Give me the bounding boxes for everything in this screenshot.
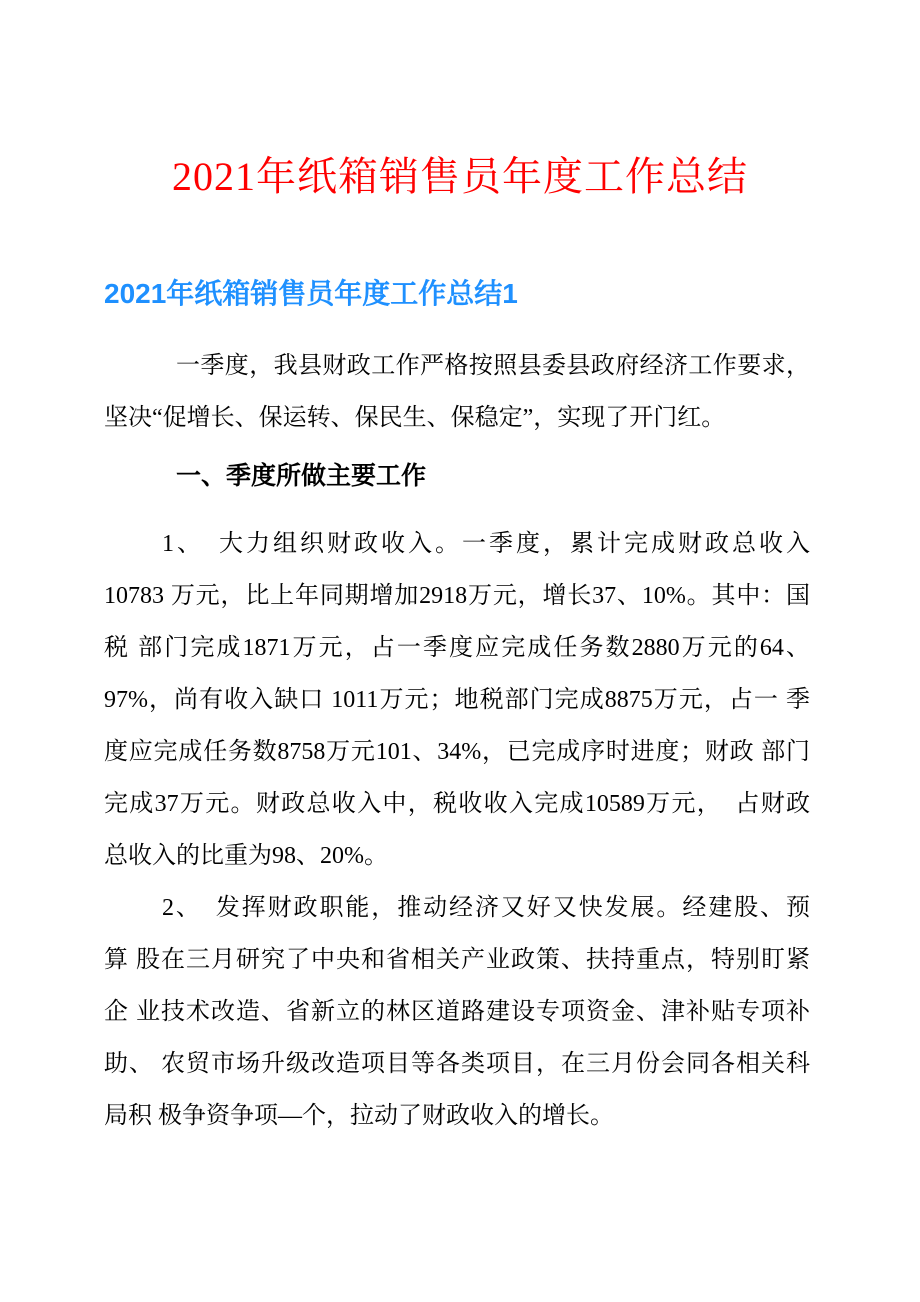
document-body bbox=[0, 340, 920, 1142]
text-line: 一季度，我县财政工作严格按照县委县政府经济工作要求， bbox=[176, 353, 810, 379]
section-heading: 一、季度所做主要工作 bbox=[176, 462, 427, 490]
text-line: 1、 大力组织财政收入。一季度，累计完成财政总收入 bbox=[162, 531, 810, 557]
text-line: 助、 农贸市场升级改造项目等各类项目，在三月份会同各相关科 bbox=[104, 1051, 810, 1077]
text-line: 度应完成任务数8758万元101、34%，已完成序时进度；财政 部门 bbox=[104, 739, 810, 765]
text-line: 总收入的比重为98、20%。 bbox=[104, 843, 388, 869]
text-line: 税 部门完成1871万元，占一季度应完成任务数2880万元的64、 bbox=[104, 635, 810, 661]
document-title: 2021年纸箱销售员年度工作总结 bbox=[172, 154, 748, 199]
text-line: 完成37万元。财政总收入中，税收收入完成10589万元， 占财政 bbox=[104, 791, 810, 817]
text-line: 2、 发挥财政职能，推动经济又好又快发展。经建股、预 bbox=[162, 895, 810, 921]
text-line: 算 股在三月研究了中央和省相关产业政策、扶持重点，特别盯紧 bbox=[104, 947, 810, 973]
text-line: 企 业技术改造、省新立的林区道路建设专项资金、津补贴专项补 bbox=[104, 999, 810, 1025]
text-line: 坚决“促增长、保运转、保民生、保稳定”，实现了开门红。 bbox=[104, 405, 726, 431]
text-line: 局积 极争资争项—个，拉动了财政收入的增长。 bbox=[104, 1103, 614, 1129]
text-line: 10783 万元，比上年同期增加2918万元，增长37、10%。其中：国 bbox=[104, 583, 810, 609]
text-line: 97%，尚有收入缺口 1011万元；地税部门完成8875万元，占一 季 bbox=[104, 687, 810, 713]
section-subtitle: 2021年纸箱销售员年度工作总结1 bbox=[104, 278, 518, 309]
